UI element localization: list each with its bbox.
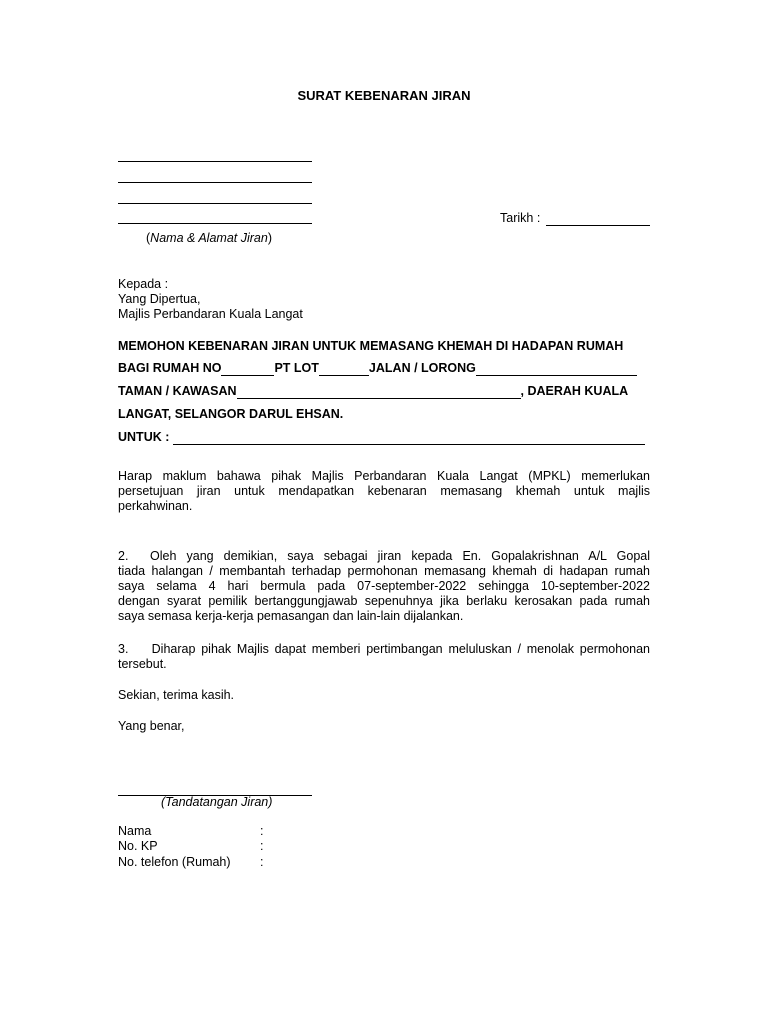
field-name-label: Nama	[118, 824, 152, 838]
field-ic-colon: :	[260, 839, 264, 853]
jalan-blank	[476, 361, 637, 376]
para2-line5: saya semasa kerja-kerja pemasangan dan lain-lain dijalankan.	[118, 609, 464, 623]
para2-line1-text: Oleh yang demikian, saya sebagai jiran kepada En. Gopalakrishnan A/L Gopal	[150, 549, 650, 563]
paragraph-1	[118, 469, 650, 514]
date-label: Tarikh :	[500, 211, 541, 225]
pt-lot-blank	[319, 361, 369, 376]
subject-line1: MEMOHON KEBENARAN JIRAN UNTUK MEMASANG KHEMAH DI HADAPAN RUMAH	[118, 339, 624, 353]
para2-line3: saya selama 4 hari bermula pada 07-september-2022 sehingga 10-september-2022	[118, 579, 650, 593]
daerah-label: , DAERAH KUALA	[520, 384, 629, 398]
paragraph-3	[118, 642, 650, 672]
closing-thanks: Sekian, terima kasih.	[118, 688, 235, 702]
date-blank	[546, 211, 650, 226]
pt-lot-label: PT LOT	[274, 361, 319, 375]
sender-caption: (Nama & Alamat Jiran)	[146, 231, 272, 245]
para1-line3: perkahwinan.	[118, 499, 193, 513]
para2-line2: tiada halangan / membantah terhadap permohonan memasang khemah di hadapan rumah	[118, 564, 650, 578]
untuk-blank	[173, 430, 645, 445]
date-field	[500, 211, 650, 226]
recipient-line1: Yang Dipertua,	[118, 292, 201, 306]
recipient-to: Kepada :	[118, 277, 169, 291]
closing-regards: Yang benar,	[118, 719, 185, 733]
recipient-line2: Majlis Perbandaran Kuala Langat	[118, 307, 303, 321]
sender-line-3	[118, 203, 312, 204]
sender-caption-text: Nama & Alamat Jiran	[150, 231, 268, 245]
untuk-label: UNTUK :	[118, 430, 170, 444]
taman-blank	[237, 384, 521, 399]
taman-label: TAMAN / KAWASAN	[118, 384, 237, 398]
subject-untuk	[118, 430, 645, 445]
para1-line2: persetujuan jiran untuk mendapatkan kebenaran memasang khemah untuk majlis	[118, 484, 650, 498]
jalan-label: JALAN / LORONG	[368, 361, 476, 375]
para1-line1: Harap maklum bahawa pihak Majlis Perbandaran Kuala Langat (MPKL) memerlukan	[118, 469, 650, 483]
para2-number: 2.	[118, 549, 129, 563]
field-ic	[118, 839, 263, 853]
subject-line3	[118, 384, 628, 399]
sender-line-2	[118, 182, 312, 183]
house-no-blank	[221, 361, 274, 376]
sender-line-4	[118, 223, 312, 224]
sender-line-1	[118, 161, 312, 162]
letter-title: SURAT KEBENARAN JIRAN	[297, 88, 471, 103]
field-ic-label: No. KP	[118, 839, 158, 853]
signature-caption: (Tandatangan Jiran)	[161, 795, 273, 809]
para2-line4: dengan syarat pemilik bertanggungjawab sepenuhnya jika berlaku kerosakan pada rumah	[118, 594, 650, 608]
subject-line2	[118, 361, 637, 376]
house-no-label: BAGI RUMAH NO	[118, 361, 222, 375]
field-phone-colon: :	[260, 855, 264, 869]
field-name	[118, 824, 263, 838]
paragraph-2	[118, 549, 650, 624]
para3-line1: 3. Diharap pihak Majlis dapat memberi pertimbangan meluluskan / menolak permohonan	[118, 642, 650, 656]
para2-line1	[118, 549, 650, 564]
para3-line2: tersebut.	[118, 657, 167, 671]
field-name-colon: :	[260, 824, 264, 838]
field-phone	[118, 855, 263, 869]
subject-line4: LANGAT, SELANGOR DARUL EHSAN.	[118, 407, 344, 421]
field-phone-label: No. telefon (Rumah)	[118, 855, 231, 869]
